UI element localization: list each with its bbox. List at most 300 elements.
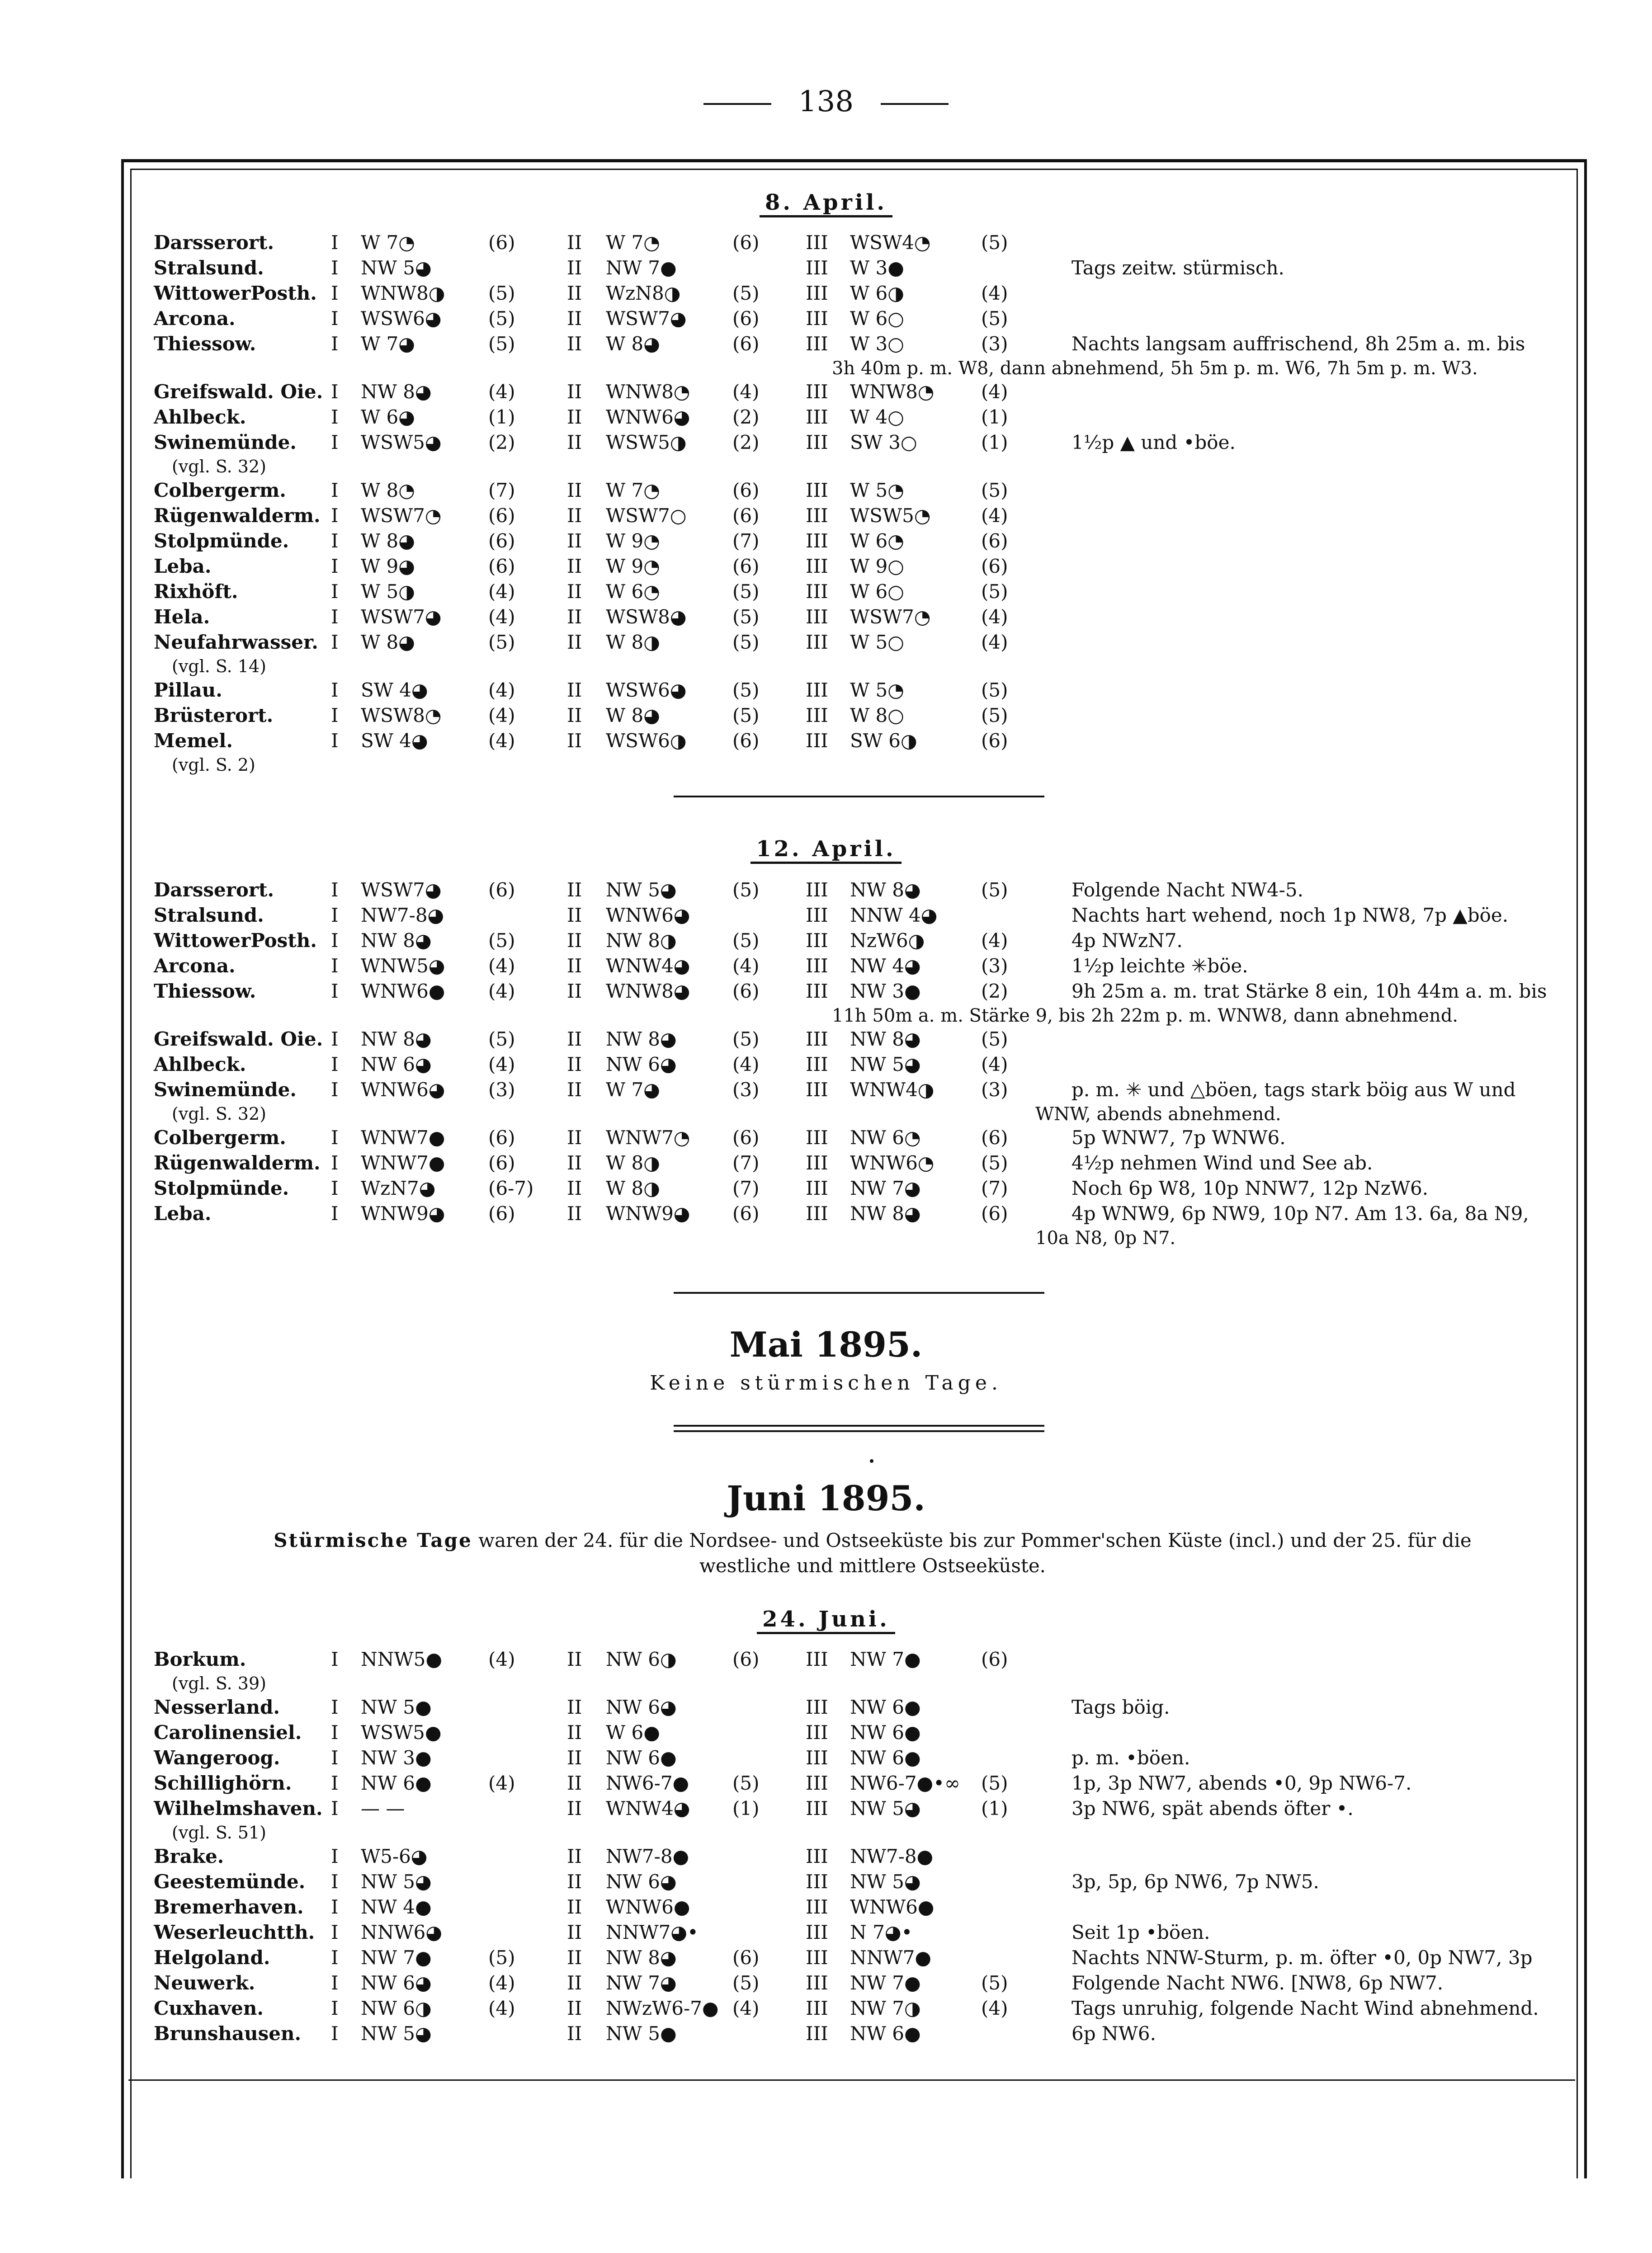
station-name: Bremerhaven. <box>154 1896 304 1918</box>
remark: Folgende Nacht NW4-5. <box>1071 879 1303 901</box>
sea-ii: (5) <box>732 282 760 304</box>
sea-iii: (1) <box>981 1797 1008 1819</box>
table-row-continuation <box>154 1673 1573 1696</box>
station-name: Stolpmünde. <box>154 1177 289 1199</box>
roman-i: I <box>331 333 339 355</box>
sea-ii: (5) <box>732 1772 760 1794</box>
roman-i: I <box>331 1177 339 1199</box>
wind-i: W 5◑ <box>361 580 415 603</box>
page-number-text: 138 <box>798 85 854 118</box>
table-row <box>154 955 1573 980</box>
roman-iii: III <box>806 980 828 1002</box>
roman-ii: II <box>567 1772 582 1794</box>
table-row <box>154 1126 1573 1152</box>
table-row <box>154 1202 1573 1228</box>
sea-ii: (5) <box>732 580 760 603</box>
wind-iii: WNW4◑ <box>850 1079 935 1101</box>
roman-ii: II <box>567 1648 582 1670</box>
sea-iii: (6) <box>981 730 1008 752</box>
sea-i: (4) <box>488 980 515 1002</box>
wind-iii: W 5◔ <box>850 679 904 701</box>
sea-iii: (4) <box>981 606 1008 628</box>
remark: 4p WNW9, 6p NW9, 10p N7. Am 13. 6a, 8a N9, <box>1071 1202 1529 1225</box>
sea-ii: (6) <box>732 479 760 501</box>
roman-ii: II <box>567 381 582 403</box>
sea-ii: (6) <box>732 1202 760 1225</box>
wind-i: WSW5◕ <box>361 431 442 453</box>
wind-iii: NW 6● <box>850 1747 921 1769</box>
roman-ii: II <box>567 555 582 577</box>
wind-ii: NW 5● <box>606 2022 677 2045</box>
wind-ii: NW 7● <box>606 257 677 279</box>
table-row <box>154 1797 1573 1823</box>
wind-ii: WSW7◕ <box>606 307 687 330</box>
roman-ii: II <box>567 631 582 653</box>
roman-ii: II <box>567 1696 582 1718</box>
roman-i: I <box>331 504 339 527</box>
roman-i: I <box>331 1845 339 1867</box>
wind-iii: NzW6◑ <box>850 929 925 952</box>
wind-ii: NW 7◕ <box>606 1972 677 1994</box>
station-name: Arcona. <box>154 307 236 330</box>
wind-iii: NW 8◕ <box>850 1028 921 1050</box>
sea-iii: (6) <box>981 555 1008 577</box>
roman-ii: II <box>567 1126 582 1149</box>
sea-iii: (5) <box>981 679 1008 701</box>
page-number <box>0 85 1652 118</box>
wind-i: W 8◕ <box>361 530 415 552</box>
station-name: Brake. <box>154 1845 224 1867</box>
roman-i: I <box>331 231 339 254</box>
roman-iii: III <box>806 1772 828 1794</box>
roman-ii: II <box>567 1079 582 1101</box>
roman-i: I <box>331 1648 339 1670</box>
table-8-april <box>154 231 1573 778</box>
sea-iii: (5) <box>981 231 1008 254</box>
wind-i: WNW6◕ <box>361 1079 445 1101</box>
station-reference: (vgl. S. 32) <box>172 457 266 476</box>
roman-ii: II <box>567 1972 582 1994</box>
remark: Nachts langsam auffrischend, 8h 25m a. m. bis <box>1071 333 1525 355</box>
station-name: WittowerPosth. <box>154 929 317 952</box>
sea-ii: (5) <box>732 1028 760 1050</box>
wind-iii: NW 5◕ <box>850 1871 921 1893</box>
wind-i: SW 4◕ <box>361 730 428 752</box>
remark: 4½p nehmen Wind und See ab. <box>1071 1152 1373 1174</box>
station-name: Cuxhaven. <box>154 1997 264 2019</box>
roman-iii: III <box>806 1871 828 1893</box>
wind-i: NW 6◕ <box>361 1972 432 1994</box>
wind-iii: WSW7◔ <box>850 606 931 628</box>
roman-iii: III <box>806 879 828 901</box>
sea-ii: (6) <box>732 231 760 254</box>
station-reference: (vgl. S. 2) <box>172 755 255 775</box>
wind-iii: NW 4◕ <box>850 955 921 977</box>
wind-i: WNW8◑ <box>361 282 445 304</box>
remark: p. m. ✳ und △böen, tags stark böig aus W und <box>1071 1079 1516 1101</box>
roman-iii: III <box>806 1947 828 1969</box>
table-row <box>154 1028 1573 1053</box>
juni-intro <box>199 1528 1546 1579</box>
sea-ii: (6) <box>732 730 760 752</box>
sea-ii: (5) <box>732 606 760 628</box>
station-name: Leba. <box>154 555 212 577</box>
sea-ii: (4) <box>732 1053 760 1075</box>
sea-i: (2) <box>488 431 515 453</box>
roman-ii: II <box>567 1028 582 1050</box>
roman-ii: II <box>567 333 582 355</box>
roman-iii: III <box>806 1845 828 1867</box>
remark-continuation: 3h 40m p. m. W8, dann abnehmend, 5h 5m p. m. W6, 7h 5m p. m. W3. <box>832 358 1478 379</box>
wind-ii: NW 8◕ <box>606 1028 677 1050</box>
remark: Nachts hart wehend, noch 1p NW8, 7p ▲böe. <box>1071 904 1509 926</box>
remark: Seit 1p •böen. <box>1071 1921 1210 1943</box>
sea-iii: (5) <box>981 1972 1008 1994</box>
roman-iii: III <box>806 257 828 279</box>
sea-i: (6) <box>488 530 515 552</box>
sea-i: (4) <box>488 580 515 603</box>
roman-iii: III <box>806 504 828 527</box>
sea-i: (3) <box>488 1079 515 1101</box>
roman-ii: II <box>567 580 582 603</box>
wind-i: NNW6◕ <box>361 1921 443 1943</box>
sea-ii: (6) <box>732 504 760 527</box>
roman-iii: III <box>806 929 828 952</box>
roman-ii: II <box>567 929 582 952</box>
table-row <box>154 307 1573 333</box>
roman-ii: II <box>567 231 582 254</box>
roman-ii: II <box>567 1947 582 1969</box>
roman-i: I <box>331 1997 339 2019</box>
sea-ii: (6) <box>732 333 760 355</box>
juni-intro-line1: waren der 24. für die Nordsee- und Ostseeküste bis zur Pommer'schen Küste (incl.) und der 25. für die <box>478 1529 1472 1551</box>
table-row <box>154 1947 1573 1972</box>
roman-i: I <box>331 1921 339 1943</box>
wind-iii: NW 6● <box>850 1696 921 1718</box>
wind-iii: NNW7● <box>850 1947 932 1969</box>
wind-iii: W 6◔ <box>850 530 904 552</box>
sea-i: (5) <box>488 333 515 355</box>
wind-iii: NW 6● <box>850 2022 921 2045</box>
station-name: Wangeroog. <box>154 1747 280 1769</box>
roman-iii: III <box>806 1152 828 1174</box>
sea-iii: (3) <box>981 955 1008 977</box>
wind-iii: NW 7◑ <box>850 1997 921 2019</box>
sea-iii: (4) <box>981 1997 1008 2019</box>
wind-i: WzN7◕ <box>361 1177 436 1199</box>
roman-ii: II <box>567 479 582 501</box>
remark: 3p NW6, spät abends öfter •. <box>1071 1797 1354 1819</box>
sea-i: (4) <box>488 679 515 701</box>
table-12-april <box>154 879 1573 1250</box>
sea-iii: (4) <box>981 929 1008 952</box>
roman-iii: III <box>806 333 828 355</box>
wind-i: NW 5◕ <box>361 1871 432 1893</box>
wind-ii: W 9◔ <box>606 555 660 577</box>
wind-ii: WNW6◕ <box>606 904 690 926</box>
roman-ii: II <box>567 406 582 428</box>
juni-intro-line2: westliche und mittlere Ostseeküste. <box>699 1555 1046 1577</box>
remark-continuation: WNW, abends abnehmend. <box>1035 1104 1281 1125</box>
wind-i: NW7-8◕ <box>361 904 444 926</box>
sea-i: (1) <box>488 406 515 428</box>
wind-iii: NW6-7●•∞ <box>850 1772 960 1794</box>
section-title-24-juni: 24. Juni. <box>0 1607 1652 1632</box>
station-name: Ahlbeck. <box>154 406 246 428</box>
station-name: Hela. <box>154 606 210 628</box>
sea-i: (6) <box>488 555 515 577</box>
month-title-mai: Mai 1895. <box>729 1324 923 1365</box>
wind-iii: NW 8◕ <box>850 879 921 901</box>
station-name: Memel. <box>154 730 233 752</box>
roman-iii: III <box>806 381 828 403</box>
roman-ii: II <box>567 257 582 279</box>
table-row <box>154 580 1573 606</box>
station-name: Nesserland. <box>154 1696 280 1718</box>
roman-ii: II <box>567 879 582 901</box>
wind-iii: NW 5◕ <box>850 1797 921 1819</box>
roman-ii: II <box>567 955 582 977</box>
table-row <box>154 479 1573 504</box>
roman-iii: III <box>806 1028 828 1050</box>
wind-i: W 7◔ <box>361 231 415 254</box>
wind-iii: NW 6◔ <box>850 1126 921 1149</box>
station-name: Geestemünde. <box>154 1871 306 1893</box>
sea-iii: (5) <box>981 1772 1008 1794</box>
sea-iii: (5) <box>981 704 1008 726</box>
wind-i: WSW6◕ <box>361 307 442 330</box>
wind-i: W 7◕ <box>361 333 415 355</box>
wind-ii: W 7◔ <box>606 231 660 254</box>
wind-ii: WNW8◔ <box>606 381 690 403</box>
station-name: Neuwerk. <box>154 1972 255 1994</box>
roman-ii: II <box>567 530 582 552</box>
wind-ii: W 8◑ <box>606 1152 660 1174</box>
wind-i: WNW7● <box>361 1152 445 1174</box>
wind-i: WSW7◕ <box>361 606 442 628</box>
roman-ii: II <box>567 1177 582 1199</box>
month-title-juni: Juni 1895. <box>727 1478 925 1518</box>
sea-i: (4) <box>488 1648 515 1670</box>
roman-iii: III <box>806 904 828 926</box>
sea-iii: (7) <box>981 1177 1008 1199</box>
wind-iii: NW 7◕ <box>850 1177 921 1199</box>
station-name: Brunshausen. <box>154 2022 302 2045</box>
table-row <box>154 431 1573 457</box>
station-name: Thiessow. <box>154 980 256 1002</box>
station-name: Leba. <box>154 1202 212 1225</box>
wind-i: WSW7◔ <box>361 504 442 527</box>
wind-i: W 9◕ <box>361 555 415 577</box>
table-row <box>154 879 1573 904</box>
roman-i: I <box>331 980 339 1002</box>
roman-iii: III <box>806 307 828 330</box>
wind-iii: NW 5◕ <box>850 1053 921 1075</box>
station-name: Brüsterort. <box>154 704 274 726</box>
station-name: Ahlbeck. <box>154 1053 246 1075</box>
sea-iii: (3) <box>981 333 1008 355</box>
table-row <box>154 631 1573 656</box>
sea-i: (4) <box>488 381 515 403</box>
table-row <box>154 730 1573 755</box>
roman-i: I <box>331 1053 339 1075</box>
wind-iii: W 6◑ <box>850 282 904 304</box>
remark-continuation: 11h 50m a. m. Stärke 9, bis 2h 22m p. m. WNW8, dann abnehmend. <box>832 1005 1458 1026</box>
wind-ii: WSW5◑ <box>606 431 687 453</box>
sea-ii: (2) <box>732 431 760 453</box>
wind-ii: WNW4◕ <box>606 1797 690 1819</box>
wind-ii: WNW4◕ <box>606 955 690 977</box>
sea-i: (6) <box>488 504 515 527</box>
page-number-dash-right <box>881 103 949 105</box>
separator-dot <box>870 1459 873 1463</box>
sea-ii: (3) <box>732 1079 760 1101</box>
frame-inner-right <box>1576 169 1578 2178</box>
sea-i: (5) <box>488 631 515 653</box>
remark: 1½p leichte ✳böe. <box>1071 955 1248 977</box>
roman-ii: II <box>567 1997 582 2019</box>
wind-i: SW 4◕ <box>361 679 428 701</box>
sea-iii: (4) <box>981 1053 1008 1075</box>
sea-ii: (4) <box>732 1997 760 2019</box>
roman-i: I <box>331 704 339 726</box>
roman-iii: III <box>806 1053 828 1075</box>
wind-iii: NW 7● <box>850 1648 921 1670</box>
wind-ii: WSW6◕ <box>606 679 687 701</box>
roman-i: I <box>331 580 339 603</box>
remark: Nachts NNW-Sturm, p. m. öfter •0, 0p NW7, 3p <box>1071 1947 1533 1969</box>
wind-i: NW 5◕ <box>361 2022 432 2045</box>
roman-iii: III <box>806 1921 828 1943</box>
station-name: Wilhelmshaven. <box>154 1797 323 1819</box>
wind-ii: NW 5◕ <box>606 879 677 901</box>
page-number-dash-left <box>703 103 771 105</box>
wind-ii: WSW7○ <box>606 504 687 527</box>
roman-i: I <box>331 555 339 577</box>
wind-iii: WNW8◔ <box>850 381 935 403</box>
station-name: Swinemünde. <box>154 431 297 453</box>
roman-iii: III <box>806 679 828 701</box>
table-row <box>154 904 1573 929</box>
sea-iii: (4) <box>981 381 1008 403</box>
roman-i: I <box>331 631 339 653</box>
roman-i: I <box>331 879 339 901</box>
wind-i: NW 6◑ <box>361 1997 432 2019</box>
sea-iii: (5) <box>981 479 1008 501</box>
station-name: Colbergerm. <box>154 479 286 501</box>
table-row <box>154 2022 1573 2048</box>
roman-i: I <box>331 929 339 952</box>
roman-iii: III <box>806 406 828 428</box>
station-name: Greifswald. Oie. <box>154 1028 323 1050</box>
remark: 6p NW6. <box>1071 2022 1156 2045</box>
roman-ii: II <box>567 1053 582 1075</box>
roman-i: I <box>331 1797 339 1819</box>
roman-iii: III <box>806 1747 828 1769</box>
roman-i: I <box>331 679 339 701</box>
wind-ii: W 8◕ <box>606 333 660 355</box>
table-row-continuation <box>154 656 1573 679</box>
roman-ii: II <box>567 307 582 330</box>
roman-ii: II <box>567 1721 582 1744</box>
station-name: Schillighörn. <box>154 1772 292 1794</box>
roman-i: I <box>331 904 339 926</box>
station-name: Neufahrwasser. <box>154 631 318 653</box>
roman-iii: III <box>806 1202 828 1225</box>
sea-iii: (6) <box>981 1126 1008 1149</box>
station-name: Stralsund. <box>154 904 264 926</box>
wind-i: — — <box>361 1797 405 1819</box>
roman-i: I <box>331 1896 339 1918</box>
sea-iii: (5) <box>981 1152 1008 1174</box>
roman-i: I <box>331 955 339 977</box>
sea-ii: (7) <box>732 1177 760 1199</box>
roman-iii: III <box>806 1972 828 1994</box>
sea-iii: (6) <box>981 1202 1008 1225</box>
sea-i: (5) <box>488 282 515 304</box>
sea-ii: (5) <box>732 929 760 952</box>
sea-i: (4) <box>488 1053 515 1075</box>
sea-i: (5) <box>488 1028 515 1050</box>
roman-i: I <box>331 1079 339 1101</box>
station-name: Thiessow. <box>154 333 256 355</box>
wind-ii: WNW8◕ <box>606 980 690 1002</box>
station-name: Carolinensiel. <box>154 1721 302 1744</box>
roman-ii: II <box>567 1747 582 1769</box>
station-name: WittowerPosth. <box>154 282 317 304</box>
wind-iii: SW 3○ <box>850 431 917 453</box>
roman-i: I <box>331 1947 339 1969</box>
roman-iii: III <box>806 231 828 254</box>
sea-ii: (4) <box>732 381 760 403</box>
wind-i: NW 6● <box>361 1772 432 1794</box>
roman-iii: III <box>806 1721 828 1744</box>
wind-ii: NW 6◕ <box>606 1053 677 1075</box>
wind-iii: W 6○ <box>850 307 904 330</box>
wind-iii: W 5○ <box>850 631 904 653</box>
table-row <box>154 406 1573 431</box>
roman-iii: III <box>806 1126 828 1149</box>
roman-ii: II <box>567 606 582 628</box>
remark: 4p NWzN7. <box>1071 929 1183 952</box>
roman-iii: III <box>806 631 828 653</box>
table-row <box>154 1997 1573 2022</box>
month-divider <box>674 1425 1044 1432</box>
wind-iii: W 6○ <box>850 580 904 603</box>
roman-ii: II <box>567 1152 582 1174</box>
table-row <box>154 1696 1573 1721</box>
wind-i: NW 7● <box>361 1947 432 1969</box>
station-name: Rügenwalderm. <box>154 1152 321 1174</box>
wind-ii: WzN8◑ <box>606 282 681 304</box>
roman-i: I <box>331 479 339 501</box>
station-reference: (vgl. S. 51) <box>172 1823 266 1843</box>
roman-ii: II <box>567 282 582 304</box>
wind-iii: NW7-8● <box>850 1845 934 1867</box>
sea-iii: (5) <box>981 307 1008 330</box>
wind-i: WNW7● <box>361 1126 445 1149</box>
sea-i: (5) <box>488 929 515 952</box>
wind-iii: WNW6● <box>850 1896 935 1918</box>
sea-i: (6) <box>488 1202 515 1225</box>
wind-iii: W 4○ <box>850 406 904 428</box>
wind-ii: W 8◑ <box>606 631 660 653</box>
table-row <box>154 555 1573 580</box>
remark: Tags unruhig, folgende Nacht Wind abnehmend. <box>1071 1997 1539 2019</box>
table-row <box>154 257 1573 282</box>
section-title-8-april: 8. April. <box>0 190 1652 215</box>
remark: 1p, 3p NW7, abends •0, 9p NW6-7. <box>1071 1772 1412 1794</box>
